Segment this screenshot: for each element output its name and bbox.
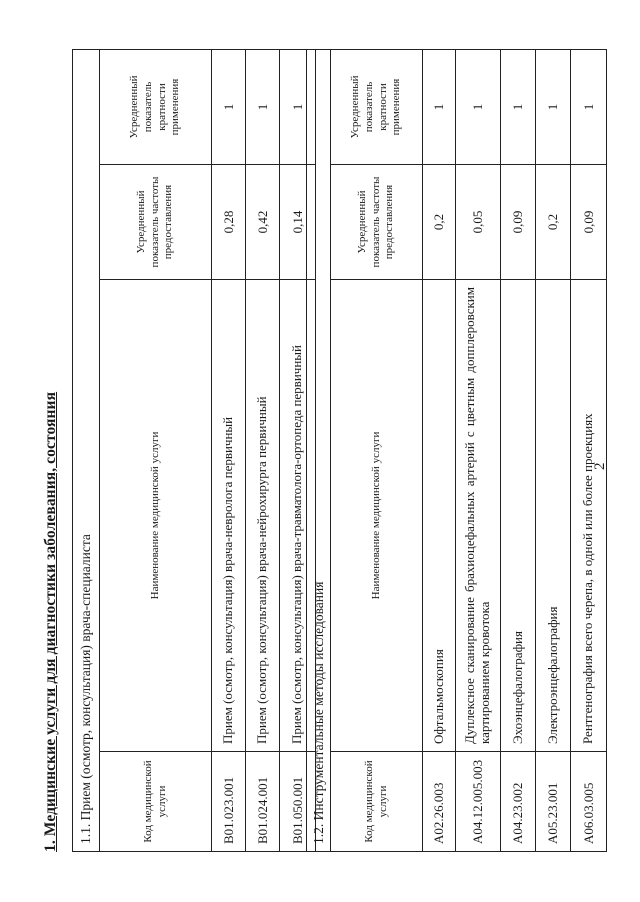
table-row [423, 49, 456, 851]
table-instrumental [306, 49, 607, 852]
frequency-value: 0,2 [536, 165, 571, 280]
header-frequency: Усредненный показатель частоты предоставления [331, 165, 423, 280]
table-row [536, 49, 571, 851]
table-row [212, 50, 246, 852]
frequency-value: 0,2 [423, 165, 456, 280]
section-title: 1.1. Прием (осмотр, консультация) врача-специалиста [73, 50, 100, 852]
service-name: Прием (осмотр, консультация) врача-невролога первичный [212, 280, 246, 752]
service-code: A04.12.005.003 [456, 752, 501, 852]
service-code: A05.23.001 [536, 752, 571, 852]
multiplicity-value: 1 [212, 50, 246, 165]
multiplicity-value: 1 [423, 49, 456, 164]
service-name: Офтальмоскопия [423, 280, 456, 752]
header-multiplicity: Усредненный показатель кратности применения [100, 50, 212, 165]
multiplicity-value: 1 [280, 50, 316, 165]
page-number: 2 [592, 462, 608, 470]
header-name: Наименование медицинской услуги [100, 280, 212, 752]
frequency-value: 0,28 [212, 165, 246, 280]
table-consultations [72, 49, 316, 852]
frequency-value: 0,09 [501, 165, 536, 280]
header-code: Код медицинской услуги [331, 752, 423, 852]
frequency-value: 0,14 [280, 165, 316, 280]
service-code: B01.024.001 [246, 752, 280, 852]
multiplicity-value: 1 [501, 49, 536, 164]
multiplicity-value: 1 [571, 49, 607, 164]
table-row [246, 50, 280, 852]
header-frequency: Усредненный показатель частоты предоставления [100, 165, 212, 280]
frequency-value: 0,42 [246, 165, 280, 280]
section-title: 1.2. Инструментальные методы исследования [307, 49, 331, 851]
service-code: B01.023.001 [212, 752, 246, 852]
service-name: Прием (осмотр, консультация) врача-нейрохирурга первичный [246, 280, 280, 752]
service-name: Прием (осмотр, консультация) врача-травматолога-ортопеда первичный [280, 280, 316, 752]
service-name: Рентгенография всего черепа, в одной или более проекциях [571, 280, 607, 752]
service-code: A02.26.003 [423, 752, 456, 852]
header-code: Код медицинской услуги [100, 752, 212, 852]
service-code: A04.23.002 [501, 752, 536, 852]
table-row [501, 49, 536, 851]
multiplicity-value: 1 [536, 49, 571, 164]
frequency-value: 0,05 [456, 165, 501, 280]
multiplicity-value: 1 [246, 50, 280, 165]
table-row [456, 49, 501, 851]
service-name: Электроэнцефалография [536, 280, 571, 752]
header-multiplicity: Усредненный показатель кратности применения [331, 49, 423, 164]
service-name: Дуплексное сканирование брахиоцефальных артерий с цветным допплеровским картированием кровотока [456, 280, 501, 752]
service-code: A06.03.005 [571, 752, 607, 852]
service-name: Эхоэнцефалография [501, 280, 536, 752]
page-heading: 1. Медицинские услуги для диагностики заболевания, состояния [42, 391, 59, 852]
frequency-value: 0,09 [571, 165, 607, 280]
table-row [571, 49, 607, 851]
header-name: Наименование медицинской услуги [331, 280, 423, 752]
service-code: B01.050.001 [280, 752, 316, 852]
multiplicity-value: 1 [456, 49, 501, 164]
